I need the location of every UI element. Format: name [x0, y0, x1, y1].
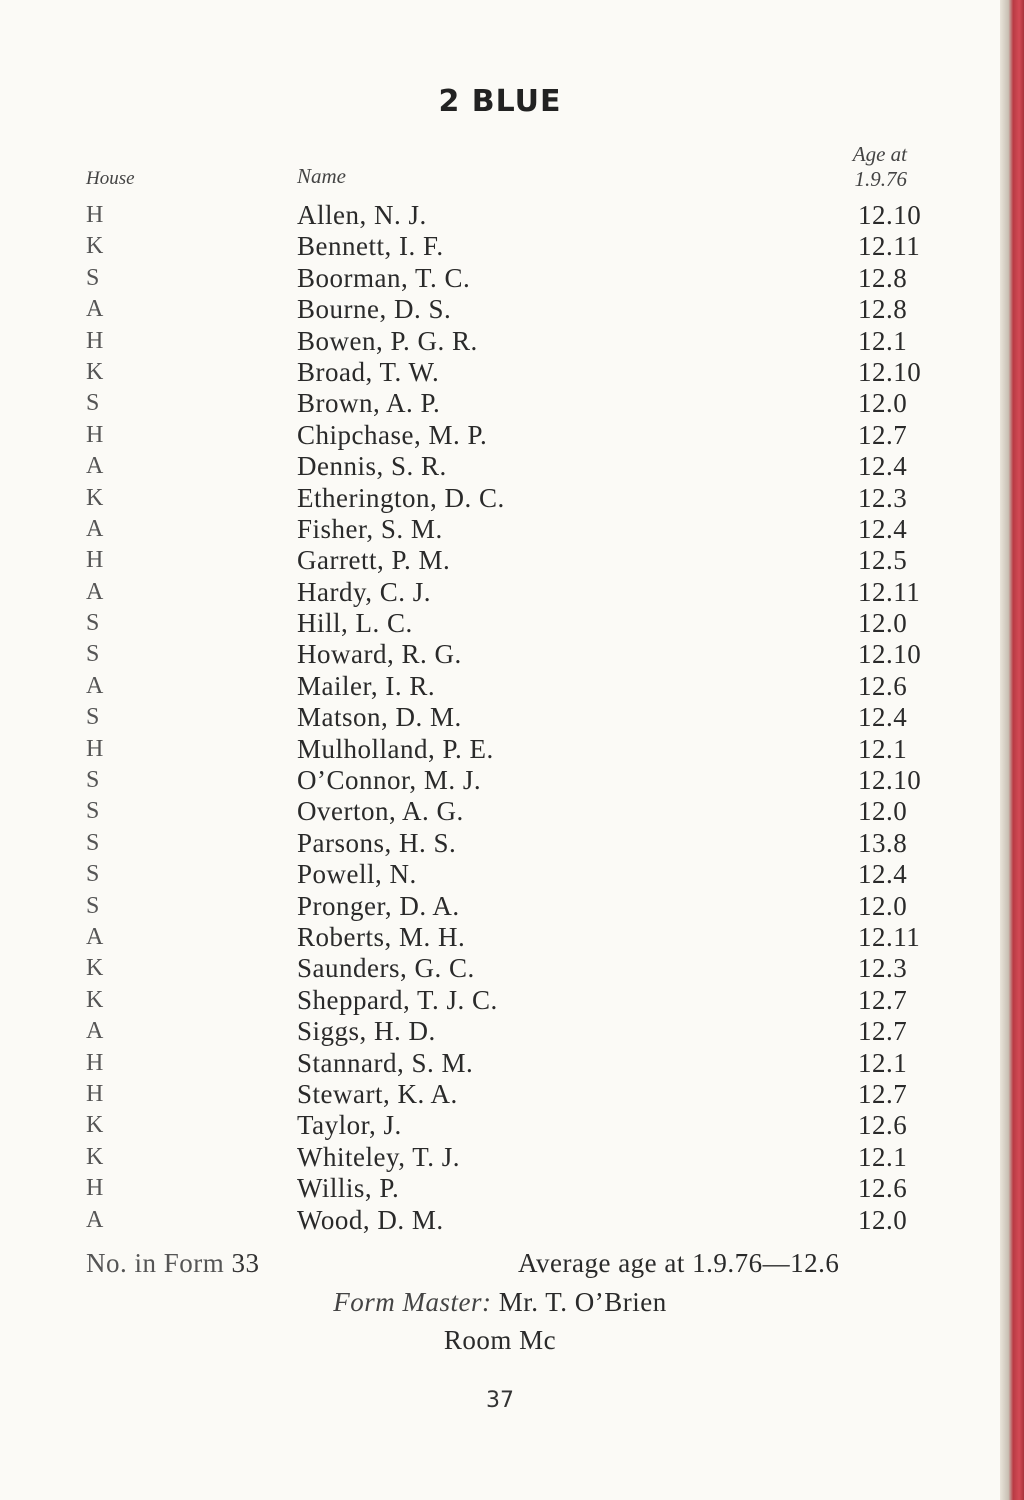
house-cell: S: [86, 704, 100, 731]
name-cell: Whiteley, T. J.: [297, 1141, 460, 1172]
table-row: [0, 231, 1000, 262]
age-cell: 12.1: [858, 733, 908, 764]
name-cell: Bowen, P. G. R.: [297, 325, 478, 356]
age-cell: 12.8: [858, 294, 908, 325]
name-cell: Sheppard, T. J. C.: [297, 984, 498, 1015]
table-row: [0, 388, 1000, 419]
house-cell: S: [86, 390, 100, 417]
form-count-label: No. in Form: [86, 1248, 225, 1278]
house-cell: H: [86, 202, 104, 228]
table-row: [0, 1016, 1000, 1047]
name-cell: Willis, P.: [297, 1173, 400, 1204]
name-cell: Wood, D. M.: [297, 1204, 444, 1235]
age-cell: 13.8: [858, 827, 908, 858]
average-age: Average age at 1.9.76—12.6: [518, 1248, 840, 1278]
age-cell: 12.0: [858, 608, 908, 639]
pupil-list: [0, 200, 1000, 1236]
house-cell: A: [86, 578, 104, 605]
form-summary: [86, 1248, 916, 1284]
house-cell: S: [86, 610, 100, 637]
house-cell: H: [86, 547, 104, 574]
house-cell: H: [86, 1175, 104, 1202]
age-cell: 12.1: [858, 1047, 908, 1078]
table-row: [0, 639, 1000, 670]
age-cell: 12.0: [858, 890, 908, 921]
name-cell: Mulholland, P. E.: [297, 733, 494, 764]
name-cell: Bennett, I. F.: [297, 231, 444, 262]
age-cell: 12.0: [858, 1204, 908, 1235]
table-row: [0, 891, 1000, 922]
table-row: [0, 200, 1000, 231]
table-row: [0, 263, 1000, 294]
form-master-label: Form Master:: [333, 1287, 492, 1317]
room: Room Mc: [443, 1325, 557, 1355]
house-cell: K: [86, 233, 104, 260]
age-cell: 12.10: [858, 356, 922, 387]
form-count: [86, 1248, 260, 1279]
name-cell: Dennis, S. R.: [297, 451, 447, 482]
age-cell: 12.6: [858, 670, 908, 701]
age-cell: 12.11: [858, 576, 921, 607]
table-row: [0, 922, 1000, 953]
name-column-header: Name: [297, 164, 346, 188]
age-cell: 12.10: [858, 200, 922, 230]
name-cell: Howard, R. G.: [297, 639, 462, 670]
house-cell: A: [86, 1206, 104, 1233]
age-cell: 12.4: [858, 451, 908, 482]
table-row: [0, 577, 1000, 608]
table-row: [0, 451, 1000, 482]
table-row: [0, 953, 1000, 984]
house-cell: H: [86, 421, 104, 448]
house-cell: K: [86, 484, 104, 511]
form-master-name: Mr. T. O’Brien: [498, 1287, 667, 1317]
age-cell: 12.3: [858, 482, 908, 513]
table-row: [0, 828, 1000, 859]
name-cell: Siggs, H. D.: [297, 1016, 436, 1047]
age-cell: 12.1: [858, 325, 908, 356]
name-cell: Hill, L. C.: [297, 608, 413, 639]
book-spine-edge: [1000, 0, 1024, 1500]
name-cell: Boorman, T. C.: [297, 262, 471, 293]
name-cell: Matson, D. M.: [297, 702, 462, 733]
house-cell: K: [86, 1143, 104, 1170]
house-cell: H: [86, 735, 104, 762]
age-cell: 12.10: [858, 639, 922, 670]
name-cell: Saunders, G. C.: [297, 953, 475, 984]
table-row: [0, 608, 1000, 639]
form-count-value: 33: [231, 1248, 260, 1278]
age-cell: 12.6: [858, 1110, 908, 1141]
age-cell: 12.7: [858, 419, 908, 450]
table-row: [0, 796, 1000, 827]
house-cell: S: [86, 641, 100, 668]
house-cell: A: [86, 672, 104, 699]
name-cell: Fisher, S. M.: [297, 513, 443, 544]
page-number: 37: [486, 1388, 514, 1413]
name-cell: Chipchase, M. P.: [297, 419, 488, 450]
name-cell: Bourne, D. S.: [297, 294, 452, 325]
name-cell: Etherington, D. C.: [297, 482, 505, 513]
house-cell: H: [86, 1080, 104, 1107]
table-row: [0, 357, 1000, 388]
table-row: [0, 294, 1000, 325]
house-cell: H: [86, 327, 104, 354]
name-cell: Allen, N. J.: [297, 200, 427, 230]
table-row: [0, 1079, 1000, 1110]
form-master: [0, 1287, 1000, 1318]
house-cell: K: [86, 358, 104, 385]
table-row: [0, 671, 1000, 702]
table-row: [0, 1173, 1000, 1204]
age-cell: 12.0: [858, 388, 908, 419]
name-cell: Powell, N.: [297, 859, 417, 890]
name-cell: Hardy, C. J.: [297, 576, 431, 607]
table-row: [0, 545, 1000, 576]
house-cell: A: [86, 923, 104, 950]
name-cell: Parsons, H. S.: [297, 827, 457, 858]
age-cell: 12.0: [858, 796, 908, 827]
table-row: [0, 1142, 1000, 1173]
table-row: [0, 483, 1000, 514]
name-cell: Overton, A. G.: [297, 796, 464, 827]
age-cell: 12.11: [858, 231, 921, 262]
house-cell: A: [86, 296, 104, 323]
age-header-line-2: 1.9.76: [854, 167, 907, 191]
table-row: [0, 859, 1000, 890]
age-cell: 12.10: [858, 765, 922, 796]
table-row: [0, 1110, 1000, 1141]
house-cell: A: [86, 1018, 104, 1045]
table-row: [0, 420, 1000, 451]
name-cell: Stannard, S. M.: [297, 1047, 474, 1078]
name-cell: Taylor, J.: [297, 1110, 402, 1141]
table-row: [0, 702, 1000, 733]
name-cell: Mailer, I. R.: [297, 670, 436, 701]
age-cell: 12.11: [858, 921, 921, 952]
table-row: [0, 1205, 1000, 1236]
age-header-line-1: Age at: [852, 142, 907, 166]
house-cell: K: [86, 1112, 104, 1139]
name-cell: Brown, A. P.: [297, 388, 441, 419]
house-cell: S: [86, 861, 100, 888]
name-cell: Stewart, K. A.: [297, 1078, 458, 1109]
name-cell: Broad, T. W.: [297, 356, 440, 387]
age-cell: 12.5: [858, 545, 908, 576]
age-cell: 12.3: [858, 953, 908, 984]
house-cell: S: [86, 892, 100, 919]
age-cell: 12.6: [858, 1173, 908, 1204]
table-row: [0, 514, 1000, 545]
table-row: [0, 765, 1000, 796]
house-cell: K: [86, 986, 104, 1013]
house-cell: K: [86, 955, 104, 982]
house-cell: H: [86, 1049, 104, 1076]
house-cell: S: [86, 767, 100, 794]
table-row: [0, 326, 1000, 357]
name-cell: O’Connor, M. J.: [297, 765, 482, 796]
house-cell: S: [86, 829, 100, 856]
house-cell: S: [86, 798, 100, 825]
table-row: [0, 985, 1000, 1016]
house-cell: S: [86, 264, 100, 291]
age-cell: 12.8: [858, 262, 908, 293]
age-cell: 12.7: [858, 984, 908, 1015]
table-row: [0, 1048, 1000, 1079]
name-cell: Pronger, D. A.: [297, 890, 460, 921]
age-cell: 12.4: [858, 513, 908, 544]
name-cell: Roberts, M. H.: [297, 921, 466, 952]
house-cell: A: [86, 453, 104, 480]
page-title: 2 BLUE: [438, 84, 562, 119]
table-row: [0, 734, 1000, 765]
age-cell: 12.1: [858, 1141, 908, 1172]
house-column-header: House: [86, 168, 135, 189]
age-column-header: [853, 142, 907, 192]
age-cell: 12.7: [858, 1016, 908, 1047]
age-cell: 12.7: [858, 1078, 908, 1109]
house-cell: A: [86, 515, 104, 542]
name-cell: Garrett, P. M.: [297, 545, 451, 576]
age-cell: 12.4: [858, 859, 908, 890]
age-cell: 12.4: [858, 702, 908, 733]
